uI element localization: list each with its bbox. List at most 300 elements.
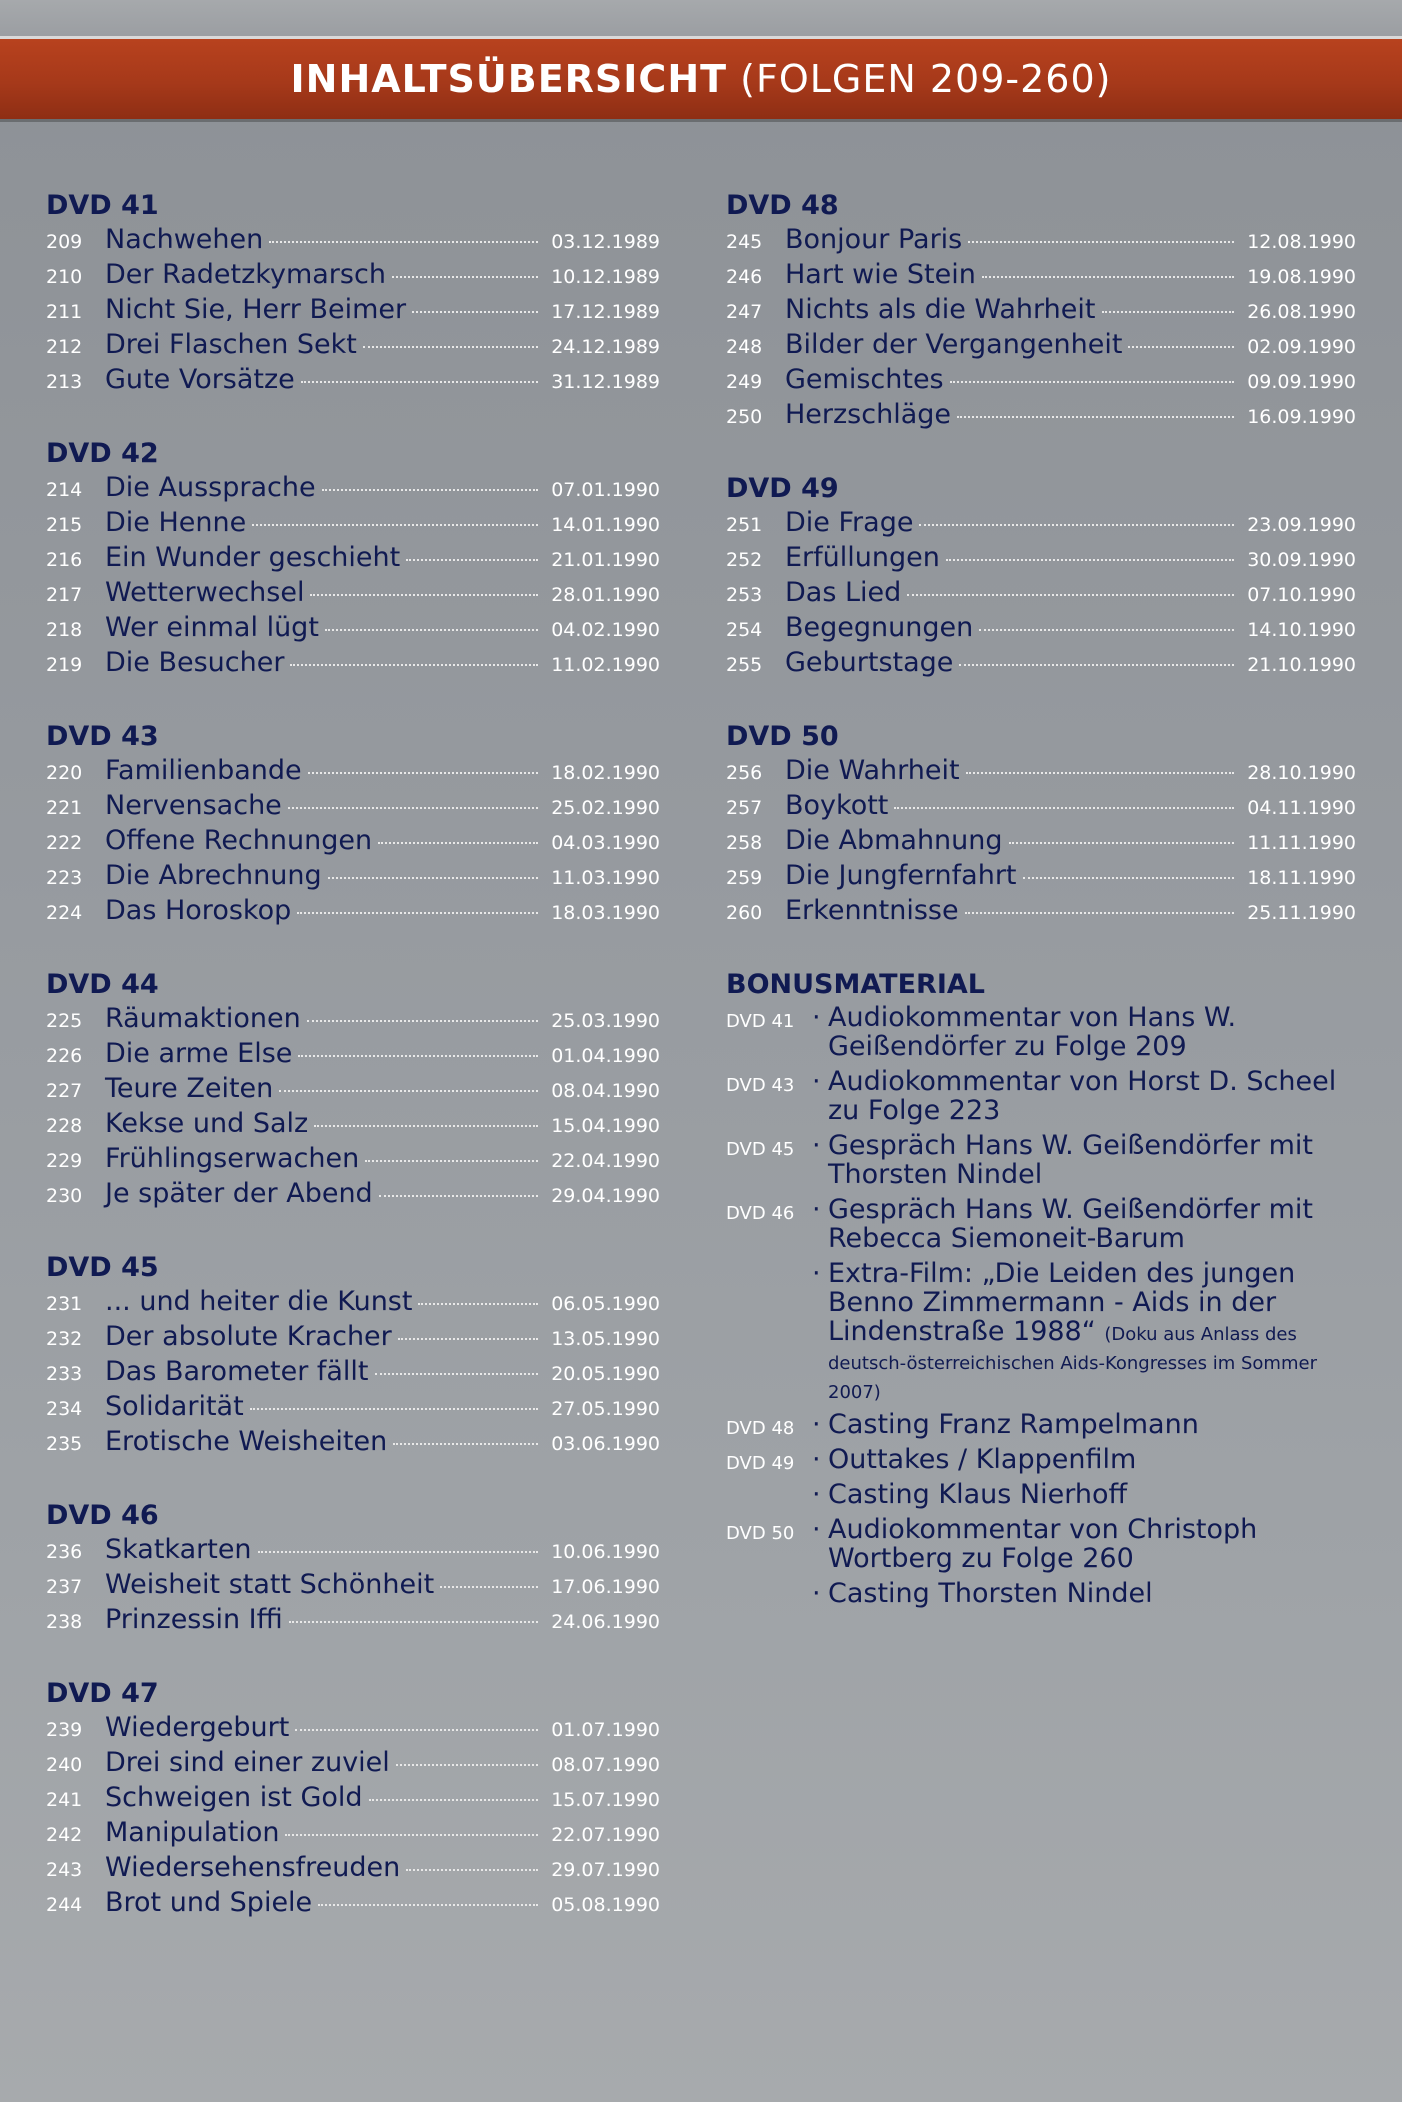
episode-date: 09.09.1990	[1247, 371, 1356, 393]
dvd-block	[46, 967, 660, 1213]
dot-leader	[375, 1373, 538, 1375]
episode-row	[726, 224, 1356, 259]
dot-leader	[1128, 346, 1234, 348]
episode-row	[726, 612, 1356, 647]
dvd-block	[46, 1676, 660, 1922]
dot-leader	[369, 1799, 538, 1801]
bonus-dvd-label: DVD 49	[726, 1453, 795, 1474]
episode-number: 230	[46, 1185, 83, 1207]
dot-leader	[290, 664, 538, 666]
dot-leader	[301, 381, 538, 383]
bullet-icon: ·	[812, 1258, 821, 1289]
dvd-title: DVD 47	[46, 1678, 159, 1709]
bonus-section	[726, 967, 1356, 1608]
episode-title: Wer einmal lügt	[105, 612, 319, 643]
episode-row	[726, 790, 1356, 825]
episode-row	[46, 1604, 660, 1639]
episode-date: 18.02.1990	[551, 762, 660, 784]
right-dvd-list	[726, 188, 1356, 930]
episode-number: 252	[726, 549, 763, 571]
episode-number: 221	[46, 797, 83, 819]
bonus-text	[828, 1579, 1356, 1608]
episode-date: 22.04.1990	[551, 1150, 660, 1172]
episode-row	[46, 294, 660, 329]
bonus-text	[828, 1445, 1356, 1474]
episode-row	[726, 507, 1356, 542]
dot-leader	[982, 276, 1234, 278]
dot-leader	[1009, 842, 1234, 844]
dot-leader	[258, 1551, 538, 1553]
bonus-dvd-label	[726, 1259, 812, 1267]
episode-row	[46, 647, 660, 682]
dvd-block	[726, 719, 1356, 930]
dot-leader	[322, 489, 538, 491]
dot-leader	[406, 559, 538, 561]
bonus-text	[828, 1515, 1356, 1573]
episode-date: 04.02.1990	[551, 619, 660, 641]
episode-title: Nichts als die Wahrheit	[785, 294, 1096, 325]
dot-leader	[297, 912, 538, 914]
episode-title: Die Besucher	[105, 647, 285, 678]
right-column	[726, 188, 1356, 1614]
dot-leader	[298, 1055, 538, 1057]
episode-number: 212	[46, 336, 83, 358]
episode-date: 16.09.1990	[1247, 406, 1356, 428]
dot-leader	[393, 1443, 538, 1445]
episode-date: 15.07.1990	[551, 1789, 660, 1811]
dot-leader	[318, 1904, 538, 1906]
episode-date: 21.10.1990	[1247, 654, 1356, 676]
bonus-item	[726, 1067, 1356, 1125]
episode-row	[726, 755, 1356, 790]
bonus-dvd-label: DVD 46	[726, 1203, 795, 1224]
bonus-text-main: Casting Thorsten Nindel	[828, 1578, 1153, 1609]
episode-title: Nachwehen	[105, 224, 264, 255]
episode-title: Bilder der Vergangenheit	[785, 329, 1123, 360]
episode-number: 215	[46, 514, 83, 536]
bonus-note: (Doku aus Anlass des deutsch-österreichischen Aids-Kongresses im Sommer 2007)	[828, 1324, 1317, 1403]
episode-number: 246	[726, 266, 763, 288]
episode-date: 10.12.1989	[551, 266, 660, 288]
bonus-text	[828, 1003, 1356, 1061]
bonus-dvd-label: DVD 43	[726, 1075, 795, 1096]
bonus-item	[726, 1515, 1356, 1573]
bonus-item	[726, 1480, 1356, 1509]
episode-number: 223	[46, 867, 83, 889]
bonus-dvd-label: DVD 48	[726, 1418, 795, 1439]
episode-title: Geburtstage	[785, 647, 954, 678]
dot-leader	[378, 842, 538, 844]
episode-date: 22.07.1990	[551, 1824, 660, 1846]
dot-leader	[919, 524, 1234, 526]
episode-row	[46, 224, 660, 259]
episode-title: Teure Zeiten	[105, 1073, 274, 1104]
episode-number: 227	[46, 1080, 83, 1102]
episode-row	[726, 294, 1356, 329]
bullet-icon: ·	[812, 1130, 821, 1161]
episode-number: 251	[726, 514, 763, 536]
episode-title: Skatkarten	[105, 1534, 252, 1565]
bonus-text-main: Casting Klaus Nierhoff	[828, 1479, 1128, 1510]
episode-number: 249	[726, 371, 763, 393]
dot-leader	[440, 1586, 538, 1588]
episode-number: 231	[46, 1293, 83, 1315]
dot-leader	[325, 629, 538, 631]
episode-title: Schweigen ist Gold	[105, 1782, 363, 1813]
episode-date: 03.12.1989	[551, 231, 660, 253]
episode-number: 224	[46, 902, 83, 924]
episode-title: Das Lied	[785, 577, 902, 608]
dot-leader	[379, 1195, 538, 1197]
episode-row	[46, 1003, 660, 1038]
dot-leader	[957, 416, 1234, 418]
episode-number: 232	[46, 1328, 83, 1350]
episode-number: 236	[46, 1541, 83, 1563]
episode-date: 07.01.1990	[551, 479, 660, 501]
episode-number: 225	[46, 1010, 83, 1032]
episode-date: 01.04.1990	[551, 1045, 660, 1067]
episode-number: 250	[726, 406, 763, 428]
episode-date: 29.04.1990	[551, 1185, 660, 1207]
episode-date: 14.01.1990	[551, 514, 660, 536]
bonus-text	[828, 1067, 1356, 1125]
episode-date: 07.10.1990	[1247, 584, 1356, 606]
episode-row	[726, 895, 1356, 930]
episode-row	[726, 860, 1356, 895]
dot-leader	[363, 346, 538, 348]
episode-number: 216	[46, 549, 83, 571]
dot-leader	[295, 1729, 538, 1731]
episode-row	[46, 1391, 660, 1426]
episode-date: 11.11.1990	[1247, 832, 1356, 854]
episode-row	[46, 1038, 660, 1073]
dot-leader	[1023, 877, 1234, 879]
episode-title: Brot und Spiele	[105, 1887, 313, 1918]
dvd-title: DVD 42	[46, 438, 159, 469]
dot-leader	[894, 807, 1234, 809]
bullet-icon: ·	[812, 1194, 821, 1225]
episode-number: 245	[726, 231, 763, 253]
dot-leader	[946, 559, 1234, 561]
dvd-block	[726, 471, 1356, 682]
dvd-block	[46, 188, 660, 399]
bonus-text	[828, 1410, 1356, 1439]
episode-date: 18.11.1990	[1247, 867, 1356, 889]
episode-row	[726, 542, 1356, 577]
episode-row	[46, 1817, 660, 1852]
episode-number: 233	[46, 1363, 83, 1385]
dvd-title: DVD 41	[46, 190, 159, 221]
episode-row	[46, 860, 660, 895]
episode-title: Wiedersehensfreuden	[105, 1852, 401, 1883]
episode-title: Weisheit statt Schönheit	[105, 1569, 435, 1600]
episode-number: 213	[46, 371, 83, 393]
episode-date: 18.03.1990	[551, 902, 660, 924]
dot-leader	[250, 1408, 538, 1410]
episode-number: 217	[46, 584, 83, 606]
episode-title: Die arme Else	[105, 1038, 293, 1069]
dvd-block	[46, 1250, 660, 1461]
dot-leader	[308, 772, 538, 774]
dvd-title: DVD 50	[726, 721, 839, 752]
episode-title: Je später der Abend	[105, 1178, 373, 1209]
episode-title: Drei sind einer zuviel	[105, 1747, 390, 1778]
episode-number: 226	[46, 1045, 83, 1067]
bonus-text-main: Gespräch Hans W. Geißendörfer mit Thorsten Nindel	[828, 1130, 1314, 1190]
dvd-title: DVD 48	[726, 190, 839, 221]
episode-title: Die Abrechnung	[105, 860, 322, 891]
episode-row	[46, 1143, 660, 1178]
episode-title: Die Henne	[105, 507, 247, 538]
episode-title: Prinzessin Iffi	[105, 1604, 283, 1635]
dot-leader	[288, 807, 538, 809]
dot-leader	[307, 1020, 538, 1022]
episode-number: 222	[46, 832, 83, 854]
dot-leader	[279, 1090, 538, 1092]
episode-title: Gute Vorsätze	[105, 364, 295, 395]
episode-number: 259	[726, 867, 763, 889]
episode-title: Der absolute Kracher	[105, 1321, 392, 1352]
episode-number: 260	[726, 902, 763, 924]
bullet-icon: ·	[812, 1578, 821, 1609]
episode-number: 243	[46, 1859, 83, 1881]
bonus-item	[726, 1003, 1356, 1061]
dot-leader	[950, 381, 1234, 383]
bullet-icon: ·	[812, 1409, 821, 1440]
episode-number: 219	[46, 654, 83, 676]
bonus-title: BONUSMATERIAL	[726, 969, 985, 1000]
left-column	[46, 188, 660, 1959]
episode-title: Die Frage	[785, 507, 914, 538]
episode-number: 218	[46, 619, 83, 641]
episode-number: 239	[46, 1719, 83, 1741]
episode-date: 29.07.1990	[551, 1859, 660, 1881]
dot-leader	[966, 772, 1234, 774]
dvd-title: DVD 43	[46, 721, 159, 752]
episode-number: 257	[726, 797, 763, 819]
episode-date: 03.06.1990	[551, 1433, 660, 1455]
episode-date: 17.06.1990	[551, 1576, 660, 1598]
dvd-block	[46, 719, 660, 930]
dot-leader	[1102, 311, 1235, 313]
bullet-icon: ·	[812, 1066, 821, 1097]
dot-leader	[328, 877, 538, 879]
episode-number: 240	[46, 1754, 83, 1776]
dot-leader	[310, 594, 538, 596]
top-strip	[0, 0, 1402, 36]
episode-row	[46, 612, 660, 647]
episode-row	[46, 755, 660, 790]
header-title-rest: (FOLGEN 209-260)	[740, 57, 1112, 101]
episode-date: 20.05.1990	[551, 1363, 660, 1385]
episode-title: ... und heiter die Kunst	[105, 1286, 413, 1317]
episode-title: Frühlingserwachen	[105, 1143, 360, 1174]
bonus-item	[726, 1579, 1356, 1608]
episode-number: 210	[46, 266, 83, 288]
episode-title: Boykott	[785, 790, 889, 821]
episode-date: 05.08.1990	[551, 1894, 660, 1916]
episode-number: 258	[726, 832, 763, 854]
dot-leader	[285, 1834, 538, 1836]
bonus-text	[828, 1480, 1356, 1509]
dvd-title: DVD 49	[726, 473, 839, 504]
episode-number: 234	[46, 1398, 83, 1420]
dot-leader	[252, 524, 538, 526]
episode-title: Erkenntnisse	[785, 895, 959, 926]
episode-title: Das Horoskop	[105, 895, 292, 926]
episode-row	[726, 364, 1356, 399]
episode-title: Nervensache	[105, 790, 282, 821]
episode-number: 244	[46, 1894, 83, 1916]
episode-number: 255	[726, 654, 763, 676]
episode-row	[46, 329, 660, 364]
episode-title: Wiedergeburt	[105, 1712, 290, 1743]
bullet-icon: ·	[812, 1002, 821, 1033]
bonus-text-main: Audiokommentar von Hans W. Geißendörfer zu Folge 209	[828, 1002, 1237, 1062]
bonus-dvd-label	[726, 1480, 812, 1488]
episode-row	[46, 259, 660, 294]
episode-date: 17.12.1989	[551, 301, 660, 323]
episode-row	[726, 399, 1356, 434]
episode-title: Offene Rechnungen	[105, 825, 373, 856]
episode-date: 11.02.1990	[551, 654, 660, 676]
bonus-text-main: Outtakes / Klappenfilm	[828, 1444, 1137, 1475]
episode-number: 214	[46, 479, 83, 501]
bonus-item	[726, 1259, 1356, 1404]
episode-date: 06.05.1990	[551, 1293, 660, 1315]
dot-leader	[398, 1338, 538, 1340]
dvd-block	[46, 1498, 660, 1639]
episode-date: 12.08.1990	[1247, 231, 1356, 253]
episode-number: 228	[46, 1115, 83, 1137]
episode-row	[46, 1852, 660, 1887]
episode-title: Die Jungfernfahrt	[785, 860, 1017, 891]
episode-row	[46, 1356, 660, 1391]
header-banner	[0, 36, 1402, 122]
episode-title: Gemischtes	[785, 364, 944, 395]
episode-title: Erotische Weisheiten	[105, 1426, 388, 1457]
episode-date: 23.09.1990	[1247, 514, 1356, 536]
episode-row	[46, 1286, 660, 1321]
dvd-block	[726, 188, 1356, 434]
episode-date: 21.01.1990	[551, 549, 660, 571]
bonus-item	[726, 1195, 1356, 1253]
dot-leader	[418, 1303, 538, 1305]
episode-title: Die Abmahnung	[785, 825, 1003, 856]
episode-number: 253	[726, 584, 763, 606]
bonus-dvd-label: DVD 45	[726, 1139, 795, 1160]
episode-row	[46, 1569, 660, 1604]
episode-date: 28.01.1990	[551, 584, 660, 606]
dot-leader	[314, 1125, 538, 1127]
episode-row	[46, 507, 660, 542]
episode-row	[46, 1712, 660, 1747]
dot-leader	[406, 1869, 538, 1871]
episode-number: 238	[46, 1611, 83, 1633]
episode-number: 211	[46, 301, 83, 323]
episode-number: 242	[46, 1824, 83, 1846]
episode-row	[46, 542, 660, 577]
episode-title: Manipulation	[105, 1817, 280, 1848]
episode-date: 19.08.1990	[1247, 266, 1356, 288]
bonus-item	[726, 1445, 1356, 1474]
episode-row	[726, 577, 1356, 612]
episode-row	[46, 1073, 660, 1108]
episode-date: 30.09.1990	[1247, 549, 1356, 571]
episode-row	[726, 329, 1356, 364]
dot-leader	[965, 912, 1234, 914]
episode-row	[46, 364, 660, 399]
episode-title: Nicht Sie, Herr Beimer	[105, 294, 407, 325]
episode-row	[46, 1178, 660, 1213]
episode-date: 27.05.1990	[551, 1398, 660, 1420]
episode-title: Räumaktionen	[105, 1003, 301, 1034]
episode-date: 24.06.1990	[551, 1611, 660, 1633]
episode-title: Erfüllungen	[785, 542, 940, 573]
episode-title: Ein Wunder geschieht	[105, 542, 401, 573]
dot-leader	[979, 629, 1234, 631]
episode-date: 25.11.1990	[1247, 902, 1356, 924]
episode-title: Herzschläge	[785, 399, 952, 430]
episode-date: 25.03.1990	[551, 1010, 660, 1032]
episode-title: Solidarität	[105, 1391, 244, 1422]
episode-date: 08.04.1990	[551, 1080, 660, 1102]
episode-row	[46, 1534, 660, 1569]
episode-date: 28.10.1990	[1247, 762, 1356, 784]
episode-date: 15.04.1990	[551, 1115, 660, 1137]
bonus-item	[726, 1410, 1356, 1439]
bonus-text-main: Gespräch Hans W. Geißendörfer mit Rebecca Siemoneit-Barum	[828, 1194, 1314, 1254]
episode-number: 241	[46, 1789, 83, 1811]
dot-leader	[269, 241, 538, 243]
dot-leader	[968, 241, 1234, 243]
bonus-dvd-label: DVD 50	[726, 1523, 795, 1544]
episode-date: 04.11.1990	[1247, 797, 1356, 819]
episode-row	[46, 1782, 660, 1817]
episode-title: Begegnungen	[785, 612, 974, 643]
episode-date: 04.03.1990	[551, 832, 660, 854]
episode-date: 24.12.1989	[551, 336, 660, 358]
episode-date: 02.09.1990	[1247, 336, 1356, 358]
episode-number: 256	[726, 762, 763, 784]
episode-number: 235	[46, 1433, 83, 1455]
dvd-title: DVD 46	[46, 1500, 159, 1531]
dot-leader	[392, 276, 538, 278]
header-title-bold: INHALTSÜBERSICHT	[290, 57, 728, 101]
episode-date: 13.05.1990	[551, 1328, 660, 1350]
dvd-title: DVD 45	[46, 1252, 159, 1283]
bonus-text	[828, 1195, 1356, 1253]
bullet-icon: ·	[812, 1514, 821, 1545]
dot-leader	[365, 1160, 538, 1162]
bonus-text-main: Audiokommentar von Horst D. Scheel zu Folge 223	[828, 1066, 1337, 1126]
episode-date: 25.02.1990	[551, 797, 660, 819]
episode-date: 08.07.1990	[551, 1754, 660, 1776]
episode-number: 254	[726, 619, 763, 641]
episode-title: Drei Flaschen Sekt	[105, 329, 357, 360]
episode-date: 01.07.1990	[551, 1719, 660, 1741]
episode-row	[726, 647, 1356, 682]
bonus-text	[828, 1131, 1356, 1189]
episode-title: Kekse und Salz	[105, 1108, 309, 1139]
episode-row	[46, 895, 660, 930]
episode-row	[46, 1887, 660, 1922]
episode-date: 26.08.1990	[1247, 301, 1356, 323]
episode-title: Bonjour Paris	[785, 224, 963, 255]
episode-number: 220	[46, 762, 83, 784]
dvd-title: DVD 44	[46, 969, 159, 1000]
episode-title: Das Barometer fällt	[105, 1356, 369, 1387]
